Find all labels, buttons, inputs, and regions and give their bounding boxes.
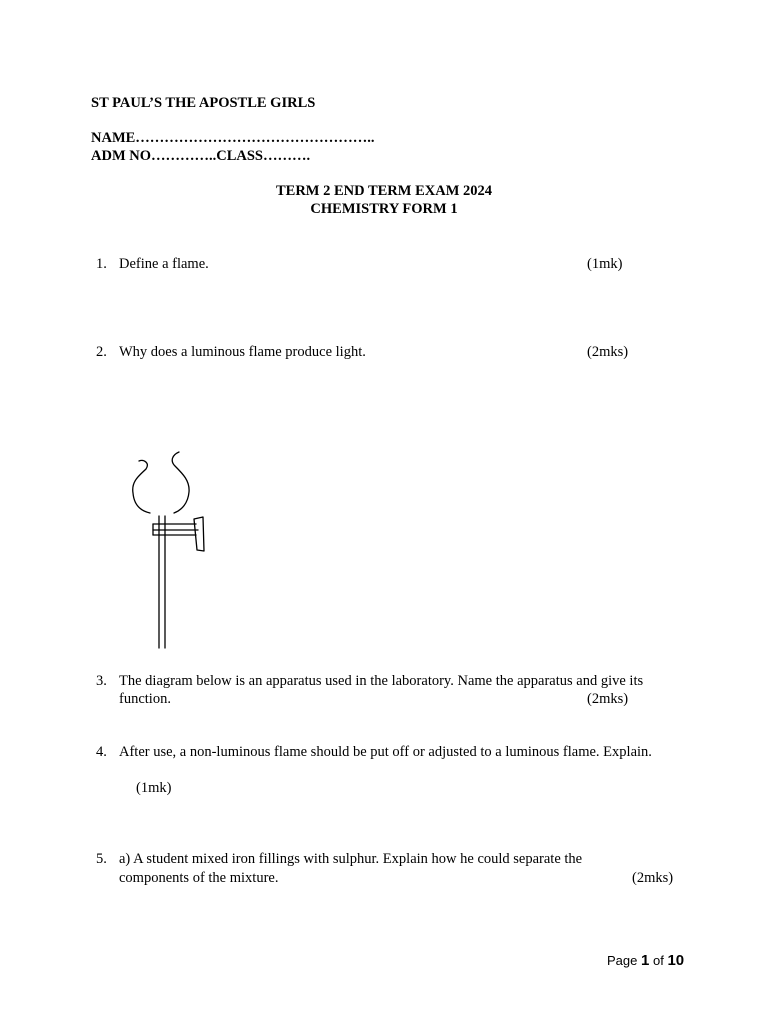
question-number: 4. (96, 744, 107, 760)
total-pages: 10 (667, 952, 685, 969)
question-text: Define a flame. (119, 256, 209, 272)
question-text: After use, a non-luminous flame should be put off or adjusted to a luminous flame. Explain. (119, 744, 652, 760)
question-number: 5. (96, 851, 107, 867)
name-field: NAME………………………………………….. (91, 130, 375, 146)
school-name: ST PAUL’S THE APOSTLE GIRLS (91, 95, 316, 111)
question-number: 1. (96, 256, 107, 272)
adm-class-field: ADM NO…………..CLASS………. (91, 148, 311, 164)
page-indicator (607, 952, 684, 969)
question-marks: (2mks) (587, 344, 629, 360)
page-word: Page (607, 953, 638, 968)
of-word: of (652, 953, 664, 968)
question-marks: (2mks) (587, 691, 629, 707)
question-text-line-2: components of the mixture. (119, 870, 279, 886)
question-text: Why does a luminous flame produce light. (119, 344, 366, 360)
question-text-line-2: function. (119, 691, 171, 707)
bunsen-burner-sketch-icon (128, 448, 218, 654)
page-number: 1 (641, 952, 650, 969)
question-marks: (1mk) (587, 256, 623, 272)
exam-subtitle: CHEMISTRY FORM 1 (310, 201, 458, 217)
question-text-line-1: The diagram below is an apparatus used in the laboratory. Name the apparatus and give its (119, 673, 644, 689)
question-text-line-1: a) A student mixed iron fillings with sulphur. Explain how he could separate the (119, 851, 583, 867)
exam-title: TERM 2 END TERM EXAM 2024 (275, 183, 493, 199)
question-number: 3. (96, 673, 107, 689)
question-marks: (1mk) (136, 780, 172, 796)
question-marks: (2mks) (632, 870, 674, 886)
question-number: 2. (96, 344, 107, 360)
